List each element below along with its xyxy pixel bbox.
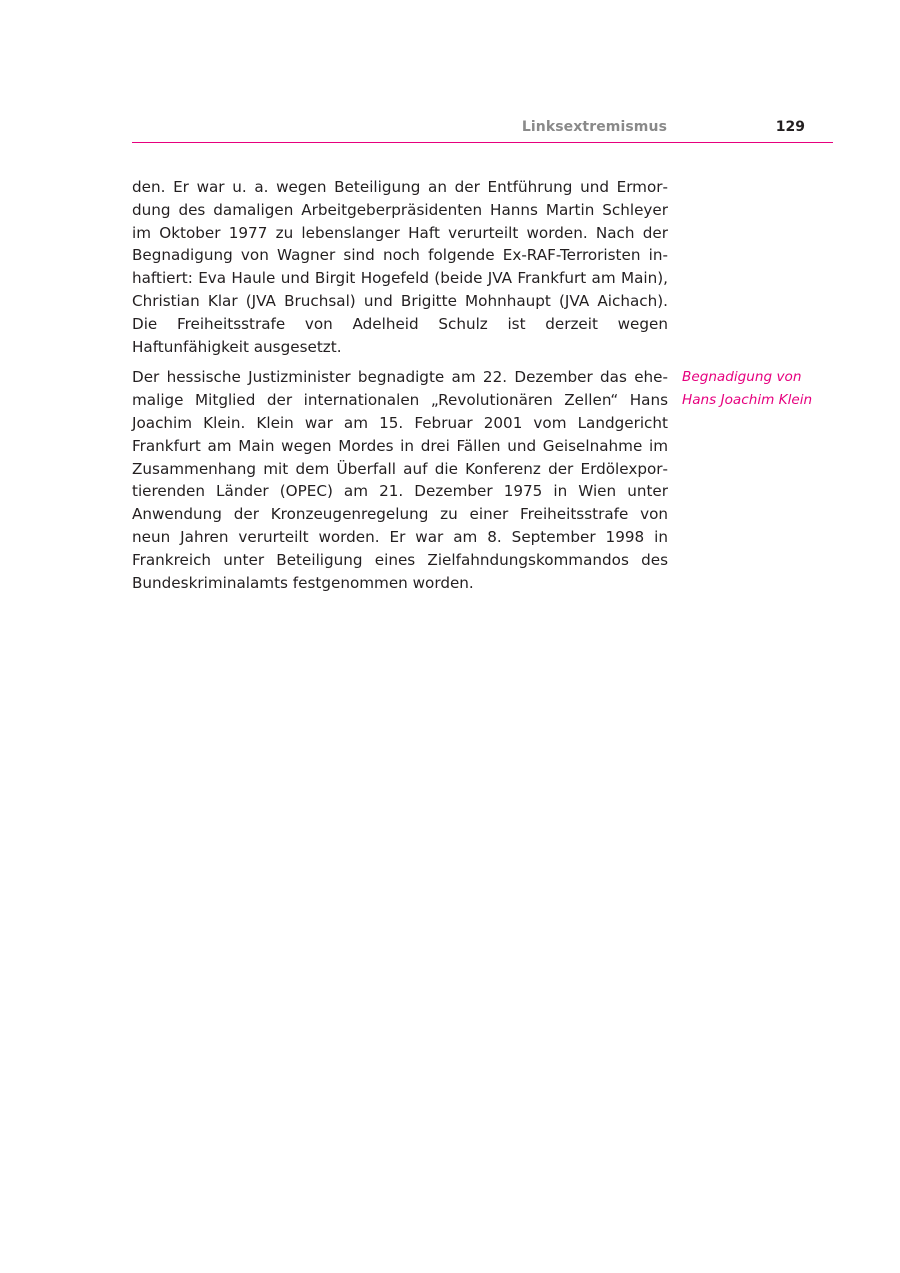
margin-note-line-2: Hans Joachim Klein <box>682 391 813 408</box>
running-header <box>132 116 833 143</box>
main-text <box>132 176 668 602</box>
page-number: 129 <box>775 119 805 135</box>
margin-note <box>682 366 842 412</box>
margin-note-line-1: Begnadigung von <box>682 369 802 385</box>
section-title: Linksextremismus <box>521 119 667 135</box>
paragraph-klein-pardon: Der hessische Justizminister begnadigte am 22. Dezember das ehemalige Mitglied der internationalen „Revolutionären Zellen“ Hans Joachim Klein. Klein war am 15. Februar 2001 vom Landgericht Frankfurt am Main wegen Mordes in drei Fällen und Geiselnahme im Zusammenhang mit dem Überfall auf die Konferenz der Erdölexportierenden Länder (OPEC) am 21. Dezember 1975 in Wien unter Anwendung der Kronzeugenregelung zu einer Freiheitsstrafe von neun Jahren verurteilt worden. Er war am 8. September 1998 in Frankreich unter Beteiligung eines Zielfahndungskommandos des Bundeskriminalamts festgenommen worden. <box>132 368 668 592</box>
paragraph-raf-prisoners: den. Er war u. a. wegen Beteiligung an der Entführung und Ermordung des damaligen Arbeitgeberpräsidenten Hanns Martin Schleyer im Oktober 1977 zu lebenslanger Haft verurteilt worden. Nach der Begnadigung von Wagner sind noch folgende Ex-RAF-Terroristen inhaftiert: Eva Haule und Birgit Hogefeld (beide JVA Frankfurt am Main), Christian Klar (JVA Bruchsal) und Brigitte Mohnhaupt (JVA Aichach). Die Freiheitsstrafe von Adelheid Schulz ist derzeit wegen Haftunfähigkeit ausgesetzt. <box>132 178 668 356</box>
